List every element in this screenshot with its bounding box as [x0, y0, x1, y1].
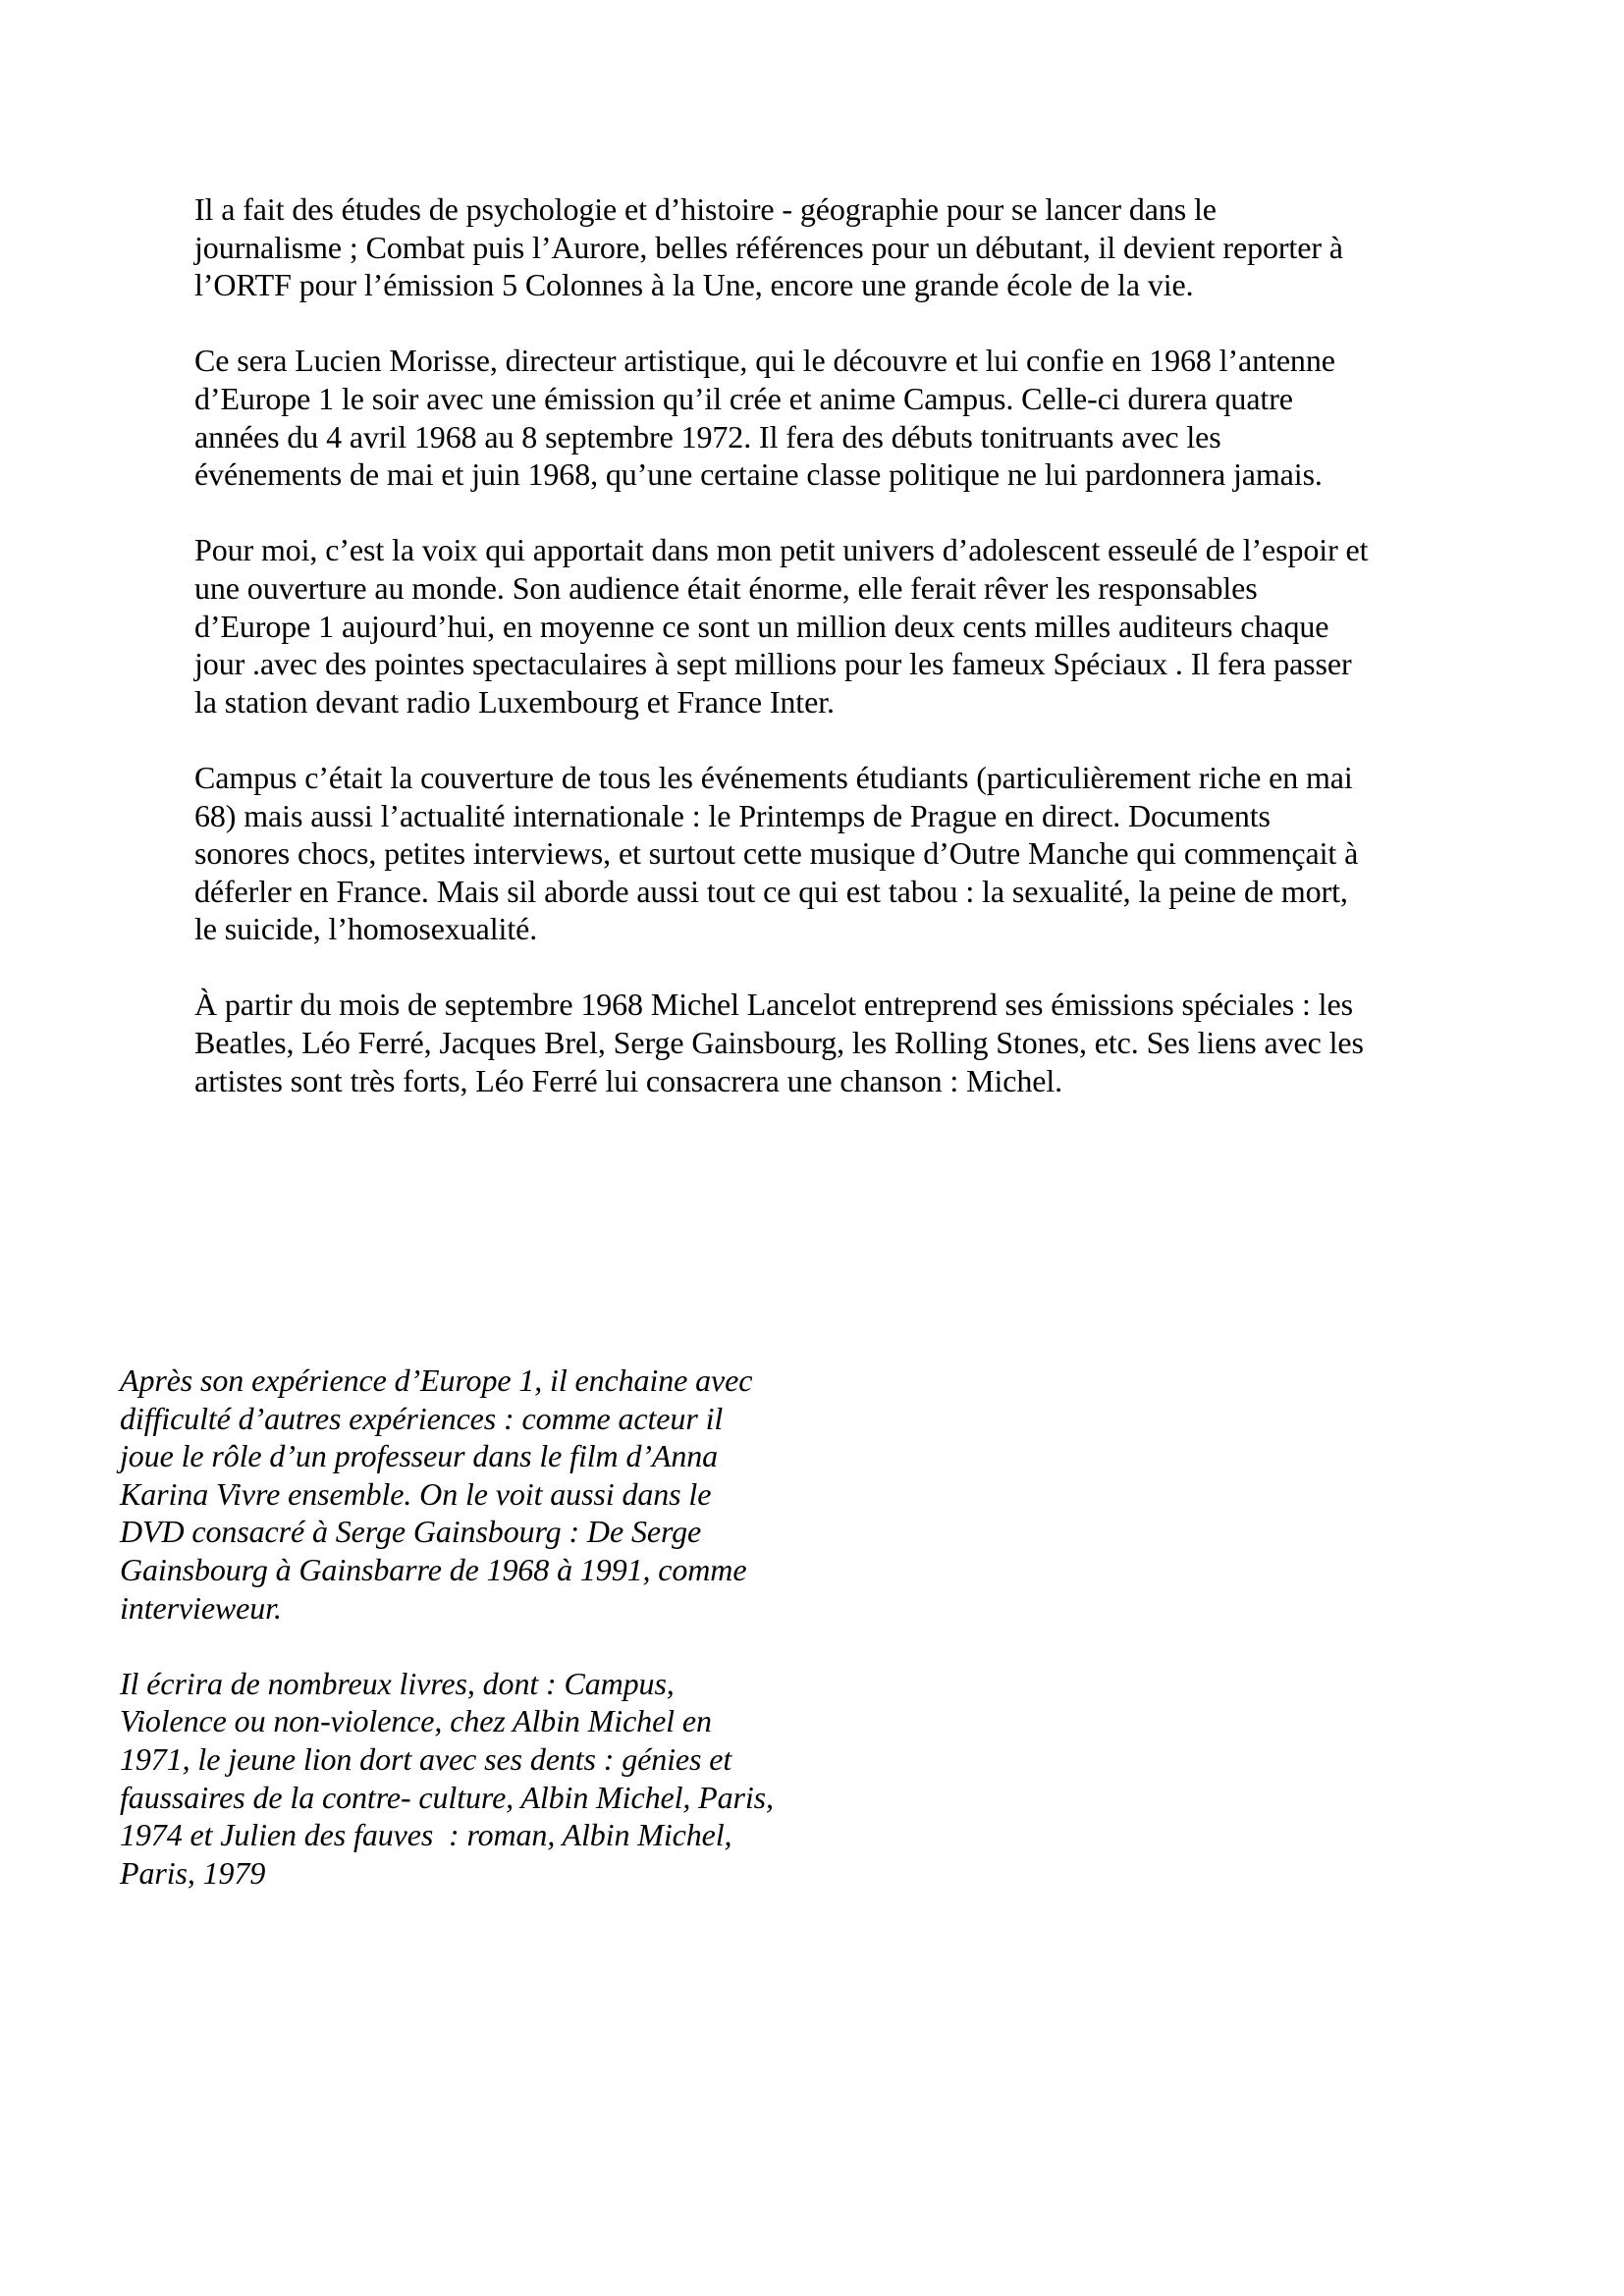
text-line: Campus c’était la couverture de tous les événements étudiants (particulièrement riche en mai [194, 759, 1353, 795]
paragraph-livres [120, 1665, 837, 1893]
text-line: 68) mais aussi l’actualité internationale : le Printemps de Prague en direct. Documents [194, 797, 1271, 833]
text-line: événements de mai et juin 1968, qu’une certaine classe politique ne lui pardonnera jamais. [194, 456, 1323, 493]
paragraph-la-voix [194, 531, 1451, 721]
paragraph-emissions-speciales [194, 986, 1451, 1099]
paragraph-lucien-morisse [194, 342, 1451, 493]
text-line: Pour moi, c’est la voix qui apportait dans mon petit univers d’adolescent esseulé de l’espoir et [194, 532, 1369, 568]
text-line: d’Europe 1 aujourd’hui, en moyenne ce sont un million deux cents milles auditeurs chaque [194, 608, 1329, 644]
text-line: Paris, 1979 [120, 1854, 266, 1891]
text-line: difficulté d’autres expériences : comme acteur il [120, 1400, 724, 1436]
text-line: la station devant radio Luxembourg et France Inter. [194, 683, 835, 720]
text-line: Gainsbourg à Gainsbarre de 1968 à 1991, comme [120, 1551, 747, 1587]
text-line: jour .avec des pointes spectaculaires à sept millions pour les fameux Spéciaux . Il fera passer [194, 646, 1352, 682]
text-line: années du 4 avril 1968 au 8 septembre 1972. Il fera des débuts tonitruants avec les [194, 418, 1221, 454]
text-line: sonores chocs, petites interviews, et surtout cette musique d’Outre Manche qui commençait à [194, 835, 1359, 872]
text-line: Après son expérience d’Europe 1, il enchaine avec [120, 1362, 753, 1398]
text-line: 1971, le jeune lion dort avec ses dents : génies et [120, 1740, 732, 1777]
text-line: 1974 et Julien des fauves : roman, Albin Michel, [120, 1817, 732, 1853]
text-line: joue le rôle d’un professeur dans le film d’Anna [120, 1438, 719, 1474]
paragraph-studies [194, 190, 1451, 304]
text-line: une ouverture au monde. Son audience était énorme, elle ferait rêver les responsables [194, 569, 1258, 606]
text-line: Violence ou non-violence, chez Albin Michel en [120, 1703, 712, 1739]
text-line: déferler en France. Mais sil aborde aussi tout ce qui est tabou : la sexualité, la peine de mort, [194, 873, 1348, 909]
text-line: journalisme ; Combat puis l’Aurore, belles références pour un débutant, il devient reporter à [194, 229, 1343, 265]
text-line: Beatles, Léo Ferré, Jacques Brel, Serge Gainsbourg, les Rolling Stones, etc. Ses liens avec les [194, 1025, 1364, 1061]
text-line: DVD consacré à Serge Gainsbourg : De Serge [120, 1514, 702, 1550]
main-text-block [194, 190, 1451, 1099]
text-line: d’Europe 1 le soir avec une émission qu’il crée et anime Campus. Celle-ci durera quatre [194, 380, 1293, 416]
text-line: Ce sera Lucien Morisse, directeur artistique, qui le découvre et lui confie en 1968 l’antenne [194, 343, 1335, 379]
text-line: Il a fait des études de psychologie et d’histoire - géographie pour se lancer dans le [194, 191, 1217, 227]
text-line: intervieweur. [120, 1589, 282, 1626]
paragraph-apres-europe1 [120, 1362, 837, 1627]
text-line: faussaires de la contre- culture, Albin Michel, Paris, [120, 1779, 774, 1815]
paragraph-campus [194, 759, 1451, 948]
text-line: Karina Vivre ensemble. On le voit aussi dans le [120, 1475, 712, 1512]
text-line: artistes sont très forts, Léo Ferré lui consacrera une chanson : Michel. [194, 1062, 1063, 1098]
text-line: le suicide, l’homosexualité. [194, 911, 538, 947]
text-line: l’ORTF pour l’émission 5 Colonnes à la Une, encore une grande école de la vie. [194, 267, 1194, 303]
italic-notes-block [120, 1362, 837, 1892]
text-line: À partir du mois de septembre 1968 Michel Lancelot entreprend ses émissions spéciales : les [194, 987, 1353, 1023]
text-line: Il écrira de nombreux livres, dont : Campus, [120, 1665, 675, 1701]
